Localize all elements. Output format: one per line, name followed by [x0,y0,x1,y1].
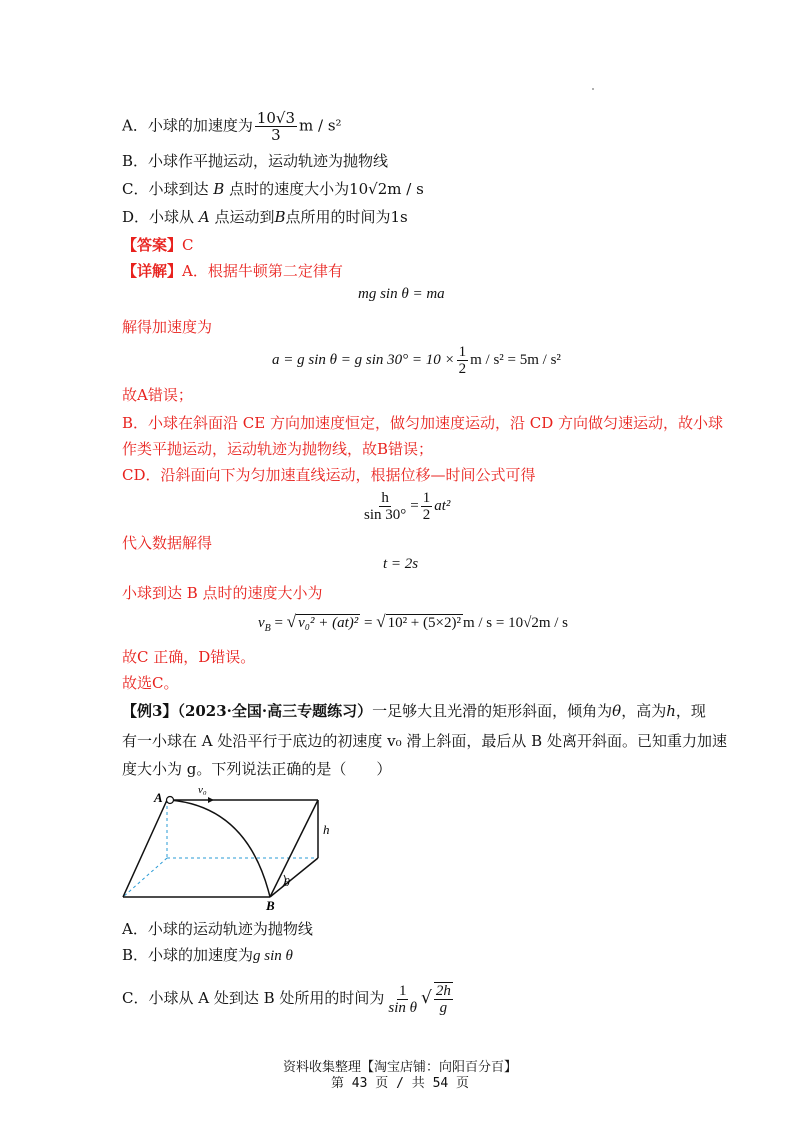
label-b: B [266,898,275,912]
equation-5 [258,612,568,634]
point-label: B [274,208,286,226]
eq-part: at² [434,497,451,514]
choose: 故选C。 [122,674,179,692]
dashed-edge [123,858,167,897]
example3-option-c [122,982,455,1016]
label-v0: v₀ [198,784,207,796]
arrow-head [208,797,214,803]
fraction-numerator: 10√3 [256,109,296,127]
example3-line2: 有一小球在 A 处沿平行于底边的初速度 v₀ 滑上斜面，最后从 B 处离开斜面。已知重力加速 [122,732,727,750]
example3-option-a: A．小球的运动轨迹为抛物线 [122,920,313,938]
example-text: 一足够大且光滑的矩形斜面，倾角为 [372,702,613,720]
option-text: A．小球的加速度为 [122,116,253,135]
symbol: h [666,702,676,720]
option-value: g sin θ [253,948,293,964]
example-source: （2023·全国·高三专题练习） [177,702,373,720]
eq-part: v [258,615,265,631]
radical-sign: √ [286,612,297,631]
detail-intro [122,260,343,282]
example3-line1 [122,700,706,722]
example3-option-b [122,944,293,967]
radicand: v₀² + (at)² [298,615,359,631]
b-explanation-1: B．小球在斜面沿 CE 方向加速度恒定，做匀加速度运动，沿 CD 方向做匀速运动，故小球 [122,414,724,432]
c-right: 故C 正确，D错误。 [122,648,256,666]
subscript: B [264,623,271,634]
fraction-numerator: 1 [422,490,431,506]
option-text: D．小球从 [122,208,195,226]
answer-value: C [182,236,194,254]
equation-2 [272,344,561,377]
eq-part: = [364,615,373,631]
fraction-denominator: sin 30° [364,507,407,523]
radical-sign: √ [421,988,432,1008]
eq-part: = [274,615,283,631]
fraction-denominator: 2 [422,507,431,523]
option-b-prev: B．小球作平抛运动，运动轨迹为抛物线 [122,152,389,170]
fraction-numerator: 2h [435,983,451,999]
value: 1s [390,208,408,226]
fraction [421,490,433,523]
equation-1: mg sin θ = ma [358,286,445,302]
option-text: C．小球到达 [122,180,209,198]
unit: m / s² [299,116,342,135]
speed-at-b: 小球到达 B 点时的速度大小为 [122,584,323,602]
fraction-numerator: 1 [398,982,407,999]
option-c-prev [122,178,424,200]
option-text: B．小球的加速度为 [122,946,254,964]
speck [592,88,594,90]
point-label: A [198,208,210,226]
value: 10√2m / s [349,180,424,198]
eq-part: = [410,497,419,514]
eq-part: m / s = 10√2m / s [462,615,569,631]
option-text: 点运动到 [214,208,275,226]
fraction [457,344,469,377]
slope-edge [270,800,318,897]
example3-line3: 度大小为 g。下列说法正确的是（ ） [122,760,392,778]
label-a: A [154,790,163,805]
eq-part: m / s² = 5m / s² [470,351,561,368]
example-text: ，现 [675,702,706,720]
option-text: 点时的速度大小为 [229,180,350,198]
detail-label: 【详解】 [122,262,183,280]
answer-label: 【答案】 [122,236,183,254]
option-text: 点所用的时间为 [285,208,391,226]
radical-sign: √ [376,612,386,631]
option-a-prev [122,110,342,143]
footer-source: 资料收集整理【淘宝店铺：向阳百分百】 [282,1060,517,1075]
page-number: 第 43 页 / 共 54 页 [330,1076,470,1091]
substitute: 代入数据解得 [122,534,213,552]
trajectory-curve [170,800,270,897]
fraction [362,490,408,523]
fraction-denominator: 2 [458,361,467,377]
option-text: C．小球从 A 处到达 B 处所用的时间为 [122,989,385,1007]
left-edge [123,800,167,897]
fraction-numerator: h [381,490,389,506]
point-label: B [213,180,225,198]
label-theta: θ [284,875,290,889]
example-text: ，高为 [621,702,667,720]
radicand: 10² + (5×2)² [387,615,461,631]
option-d-prev [122,206,408,228]
example-label: 【例3】 [122,702,178,720]
fraction-denominator: 3 [271,126,281,144]
fraction-denominator: g [439,1000,448,1016]
radical-fraction [434,982,453,1016]
detail-text: A．根据牛顿第二定律有 [182,262,343,280]
b-explanation-2: 作类平抛运动，运动轨迹为抛物线，故B错误； [122,440,434,458]
symbol: θ [612,702,622,720]
equation-4: t = 2s [383,556,419,572]
fraction-numerator: 1 [458,344,467,360]
cd-explanation: CD．沿斜面向下为匀加速直线运动，根据位移—时间公式可得 [122,466,536,484]
solve-accel: 解得加速度为 [122,318,213,336]
label-h: h [323,822,330,837]
incline-diagram [118,782,338,912]
answer-line [122,234,194,256]
fraction [255,110,297,143]
a-wrong: 故A错误； [122,386,193,404]
base-edge [270,858,318,897]
fraction-denominator: sin θ [388,999,418,1016]
ball [167,797,174,804]
eq-part: a = g sin θ = g sin 30° = 10 × [272,351,455,368]
fraction [386,983,419,1016]
equation-3 [360,490,450,523]
